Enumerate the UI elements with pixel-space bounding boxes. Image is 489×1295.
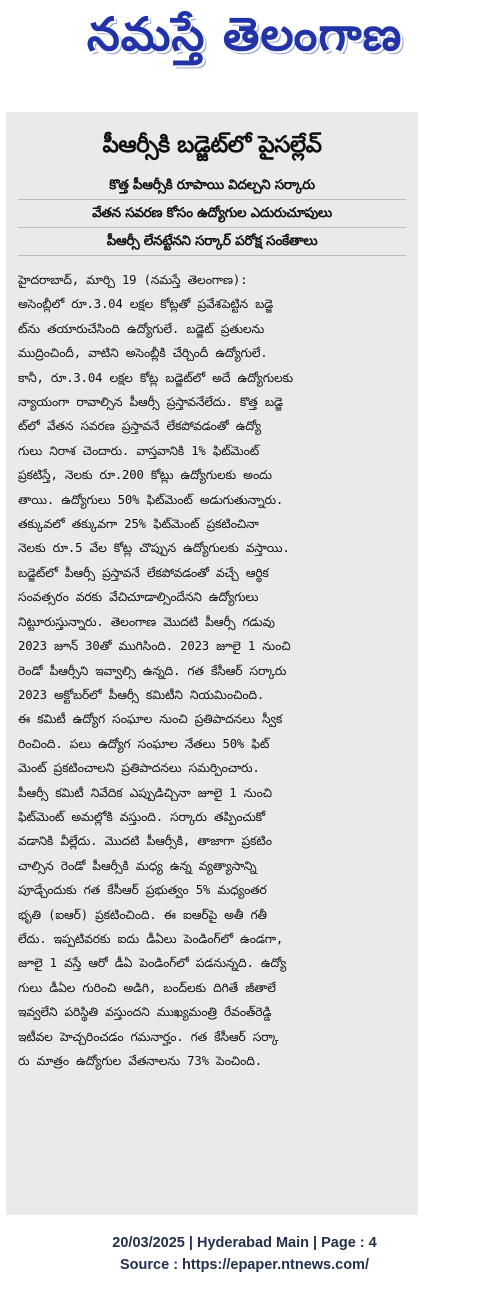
article-body-line: హైదరాబాద్, మార్చి 19 (నమస్తే తెలంగాణ): <box>18 273 248 287</box>
article-subhead-1: కొత్త పీఆర్సీకి రూపాయి విదల్చని సర్కారు <box>18 172 406 200</box>
article-body-line: ఈ కమిటీ ఉద్యోగ సంఘాల నుంచి ప్రతిపాదనలు స్వీక <box>18 712 283 727</box>
article-body-line: అసెంబ్లీలో రూ.3.04 లక్షల కోట్లతో ప్రవేశపెట్టిన బడ్జె <box>18 297 274 312</box>
article-body <box>18 268 406 1073</box>
article-body-line: బడ్జెట్‌లో పీఆర్సీ ప్రస్తావనే లేకపోవడంతో వచ్చే ఆర్థిక <box>18 565 269 580</box>
article-body-line: రెండో పీఆర్సీని ఇవ్వాల్సి ఉన్నది. గత కేసీఆర్ సర్కారు <box>18 663 287 678</box>
article-body-line: లేదు. ఇప్పటివరకు ఐదు డీఏలు పెండింగ్‌లో ఉండగా, <box>18 931 284 946</box>
article-body-line: సంవత్సరం వరకు వేచిచూడాల్సిందేనని ఉద్యోగులు <box>18 590 259 605</box>
article-body-line: 2023 అక్టోబర్‌లో పీఆర్సీ కమిటీని నియమించింది. <box>18 687 265 702</box>
article-body-line: రించింది. పలు ఉద్యోగ సంఘాల నేతలు 50% ఫిట్ <box>18 736 270 751</box>
article-body-line: పీఆర్సీ కమిటీ నివేదిక ఎప్పుడిచ్చినా జూలై 1 నుంచి <box>18 785 272 800</box>
article-body-line: ఇవ్వలేని పరిస్థితి వస్తుందని ముఖ్యమంత్రి రేవంత్‌రెడ్డి <box>18 1005 272 1020</box>
article-subhead-2: వేతన సవరణ కోసం ఉద్యోగుల ఎదురుచూపులు <box>18 200 406 228</box>
article-body-line: ట్‌ను తయారుచేసింది ఉద్యోగులే. బడ్జెట్ ప్రతులను <box>18 321 265 336</box>
article-clipping <box>6 112 418 1215</box>
article-body-line: వడానికి వీల్లేదు. మొదటి పీఆర్సీకి, తాజాగా ప్రకటిం <box>18 834 272 849</box>
article-body-line: ముద్రించిందీ, వాటిని అసెంబ్లీకి చేర్చిందీ ఉద్యోగులే. <box>18 346 268 361</box>
article-body-line: ట్‌లో వేతన సవరణ ప్రస్తావనే లేకపోవడంతో ఉద్యో <box>18 419 261 434</box>
article-body-line: గులు నిరాశ చెందారు. వాస్తవానికి 1% ఫిట్‌మెంట్ <box>18 443 260 458</box>
article-body-line: నెలకు రూ.5 వేల కోట్ల చొప్పున ఉద్యోగులకు వస్తాయి. <box>18 541 290 556</box>
article-body-line: చాల్సిన రెండో పీఆర్సీకి మధ్య ఉన్న వ్యత్యాసాన్ని <box>18 858 257 873</box>
article-body-line: ఫిట్‌మెంట్ అమల్లోకి వస్తుంది. సర్కారు తప్పించుకో <box>18 809 265 824</box>
article-body-line: తక్కువలో తక్కువగా 25% ఫిట్‌మెంట్ ప్రకటించినా <box>18 517 259 532</box>
article-body-line: నిట్టూరుస్తున్నారు. తెలంగాణ మొదటి పీఆర్సీ గడువు <box>18 614 275 629</box>
article-body-line: ఇటీవల హెచ్చరించడం గమనార్హం. గత కేసీఆర్ సర్కా <box>18 1029 279 1044</box>
article-body-line: ప్రకటిస్తే, నెలకు రూ.200 కోట్లు ఉద్యోగులకు అందు <box>18 468 272 483</box>
article-body-line: రు మాత్రం ఉద్యోగుల వేతనాలను 73% పెంచింది. <box>18 1054 262 1068</box>
masthead-logo: నమస్తే తెలంగాణ <box>86 7 403 61</box>
article-body-line: కానీ, రూ.3.04 లక్షల కోట్ల బడ్జెట్‌లో అదే ఉద్యోగులకు <box>18 370 293 385</box>
article-body-line: పూడ్చేందుకు గత కేసీఆర్ ప్రభుత్వం 5% మధ్యంతర <box>18 883 267 898</box>
footer-source[interactable]: Source : https://epaper.ntnews.com/ <box>120 1257 369 1273</box>
article-body-line: న్యాయంగా రావాల్సిన పీఆర్సీ ప్రస్తావనేలేదు. కొత్త బడ్జె <box>18 395 283 410</box>
article-subhead-3: పీఆర్సీ లేనట్టేనని సర్కార్ పరోక్ష సంకేతాలు <box>18 228 406 256</box>
article-body-line: భృతి (ఐఆర్) ప్రకటించింది. ఈ ఐఆర్‌పై అతీ గతీ <box>18 907 267 922</box>
article-body-line: 2023 జూన్ 30తో ముగిసింది. 2023 జూలై 1 నుంచి <box>18 639 291 654</box>
article-body-line: తాయి. ఉద్యోగులు 50% ఫిట్‌మెంట్ అడుగుతున్నారు. <box>18 492 284 507</box>
article-body-line: గులు డీఏల గురించి అడిగి, బంద్‌లకు దిగితే జీతాలే <box>18 980 276 995</box>
article-body-line: జూలై 1 వస్తే ఆరో డీఏ పెండింగ్‌లో పడనున్నది. ఉద్యో <box>18 956 287 971</box>
masthead <box>0 0 489 80</box>
footer-date-edition: 20/03/2025 | Hyderabad Main | Page : 4 <box>112 1235 377 1251</box>
article-headline: పీఆర్సీకి బడ్జెట్‌లో పైసల్లేవ్ <box>102 132 322 158</box>
article-body-line: మెంట్ ప్రకటించాలని ప్రతిపాదనలు సమర్పించారు. <box>18 761 260 776</box>
